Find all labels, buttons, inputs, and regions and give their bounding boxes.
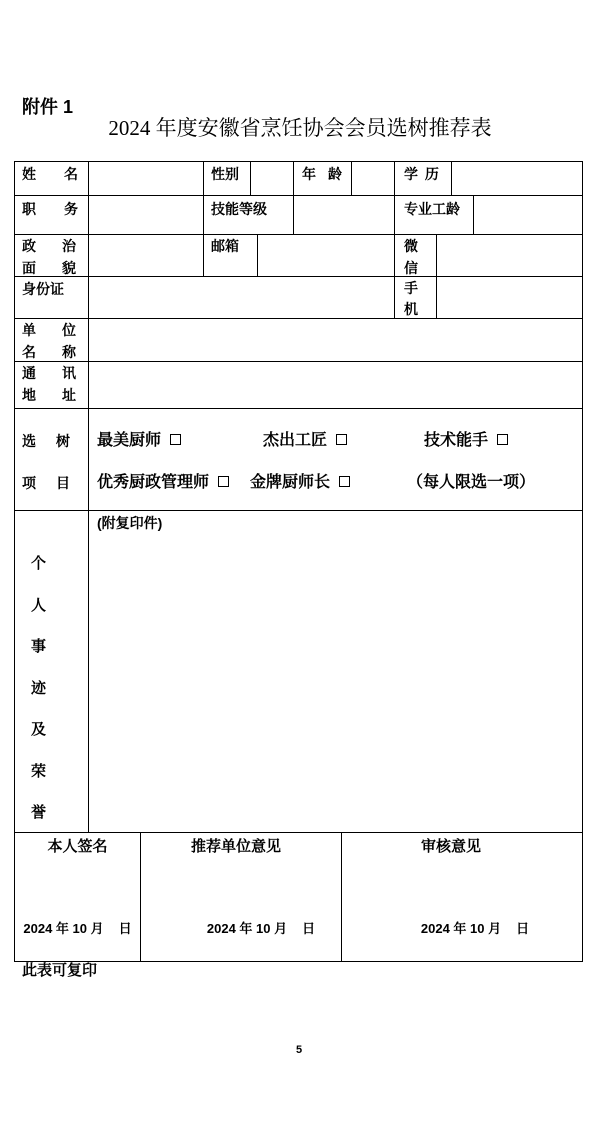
wechat-label-cell	[395, 235, 437, 276]
option-label: 最美厨师	[97, 432, 162, 449]
attach-copies-note: (附复印件)	[97, 515, 163, 531]
option-technical-expert[interactable]	[424, 431, 508, 451]
education-label: 学 历	[404, 166, 439, 182]
form-row-address	[15, 362, 582, 409]
form-row-political-status	[15, 235, 582, 277]
gender-field[interactable]	[251, 162, 294, 195]
phone-field[interactable]	[437, 277, 582, 318]
review-date	[342, 919, 582, 939]
form-row-employer	[15, 319, 582, 362]
political-status-field[interactable]	[89, 235, 204, 276]
wechat-label-line: 信	[404, 260, 418, 276]
achievements-label-char: 荣	[31, 762, 47, 780]
attachment-label: 附件 1	[22, 97, 74, 117]
checkbox-outstanding-craftsman[interactable]	[336, 434, 347, 445]
position-label: 职 务	[22, 201, 78, 217]
form-title: 2024 年度安徽省烹饪协会会员选树推荐表	[108, 116, 492, 140]
achievements-label	[15, 511, 88, 834]
political-status-label-line: 面 貌	[22, 260, 76, 276]
form-row-selection	[15, 409, 582, 511]
achievements-label-char: 事	[31, 638, 47, 655]
skill-level-label-cell	[204, 196, 294, 234]
name-label-cell	[15, 162, 89, 195]
employer-label-line: 名 称	[22, 344, 76, 360]
option-kitchen-manager[interactable]	[97, 473, 229, 493]
achievements-label-cell	[15, 511, 89, 832]
achievements-label-char: 个	[31, 555, 47, 572]
employer-label-line: 单 位	[22, 322, 76, 338]
age-label: 年 龄	[302, 166, 342, 182]
date-day: 日	[516, 921, 530, 936]
skill-level-field[interactable]	[294, 196, 395, 234]
option-best-chef[interactable]	[97, 431, 181, 451]
copy-allowed-note: 此表可复印	[22, 962, 98, 979]
checkbox-head-chef[interactable]	[339, 476, 350, 487]
page-number: 5	[295, 1044, 303, 1056]
option-label: 杰出工匠	[263, 432, 328, 449]
name-label: 姓 名	[22, 166, 78, 182]
checkbox-best-chef[interactable]	[170, 434, 181, 445]
self-signature-cell[interactable]	[15, 833, 141, 961]
achievements-label-char: 人	[31, 596, 47, 614]
recommending-unit-opinion-cell[interactable]	[141, 833, 342, 961]
skill-level-label: 技能等级	[211, 201, 267, 217]
form-row-basic-info	[15, 162, 582, 196]
option-head-chef[interactable]	[250, 473, 350, 493]
political-status-label-line: 政 治	[22, 238, 76, 254]
date-day: 日	[118, 921, 132, 936]
email-field[interactable]	[258, 235, 395, 276]
review-opinion-heading: 审核意见	[420, 838, 481, 855]
form-row-achievements	[15, 511, 582, 833]
selection-options	[89, 409, 582, 510]
employer-field[interactable]	[89, 319, 582, 361]
selection-label-line: 项 目	[22, 475, 70, 491]
achievements-field[interactable]	[89, 511, 582, 832]
checkbox-kitchen-manager[interactable]	[218, 476, 229, 487]
selection-label-line: 选 树	[22, 433, 70, 449]
address-label-line: 通 讯	[22, 365, 76, 381]
achievements-label-char: 及	[31, 721, 47, 738]
form-row-position	[15, 196, 582, 235]
date-day: 日	[302, 921, 316, 936]
education-field[interactable]	[452, 162, 582, 195]
work-years-label: 专业工龄	[404, 201, 460, 217]
gender-label: 性别	[211, 166, 239, 182]
phone-label-line: 机	[404, 301, 418, 317]
phone-label-cell	[395, 277, 437, 318]
checkbox-technical-expert[interactable]	[497, 434, 508, 445]
option-label: 金牌厨师长	[250, 474, 331, 491]
work-years-field[interactable]	[474, 196, 582, 234]
date-text: 2024 年 10 月	[23, 921, 104, 936]
achievements-label-char: 誉	[31, 804, 47, 821]
achievements-label-char: 迹	[31, 679, 47, 697]
education-label-cell	[395, 162, 452, 195]
political-status-label-cell	[15, 235, 89, 276]
address-label-line: 地 址	[22, 387, 76, 403]
recommendation-form-table	[14, 161, 583, 962]
review-opinion-cell[interactable]	[342, 833, 582, 961]
date-text: 2024 年 10 月	[420, 921, 502, 936]
self-signature-heading: 本人签名	[47, 838, 108, 855]
id-card-label: 身份证	[22, 281, 64, 297]
form-row-signatures	[15, 833, 582, 961]
id-card-field[interactable]	[89, 277, 395, 318]
id-card-label-cell	[15, 277, 89, 318]
selection-limit-note: （每人限选一项）	[407, 474, 536, 491]
position-field[interactable]	[89, 196, 204, 234]
age-field[interactable]	[352, 162, 395, 195]
option-outstanding-craftsman[interactable]	[263, 431, 347, 451]
email-label: 邮箱	[211, 238, 239, 254]
address-label-cell	[15, 362, 89, 408]
self-signature-date	[15, 919, 140, 939]
form-row-id-card	[15, 277, 582, 319]
employer-label-cell	[15, 319, 89, 361]
name-field[interactable]	[89, 162, 204, 195]
option-label: 技术能手	[424, 432, 489, 449]
option-label: 优秀厨政管理师	[97, 474, 210, 491]
position-label-cell	[15, 196, 89, 234]
selection-label-cell	[15, 409, 89, 510]
address-field[interactable]	[89, 362, 582, 408]
wechat-label-line: 微	[404, 238, 418, 254]
wechat-field[interactable]	[437, 235, 582, 276]
phone-label-line: 手	[404, 280, 418, 296]
recommending-unit-date	[141, 919, 341, 939]
age-label-cell	[294, 162, 352, 195]
email-label-cell	[204, 235, 258, 276]
date-text: 2024 年 10 月	[206, 921, 288, 936]
work-years-label-cell	[395, 196, 474, 234]
gender-label-cell	[204, 162, 251, 195]
recommending-unit-opinion-heading: 推荐单位意见	[190, 838, 281, 855]
